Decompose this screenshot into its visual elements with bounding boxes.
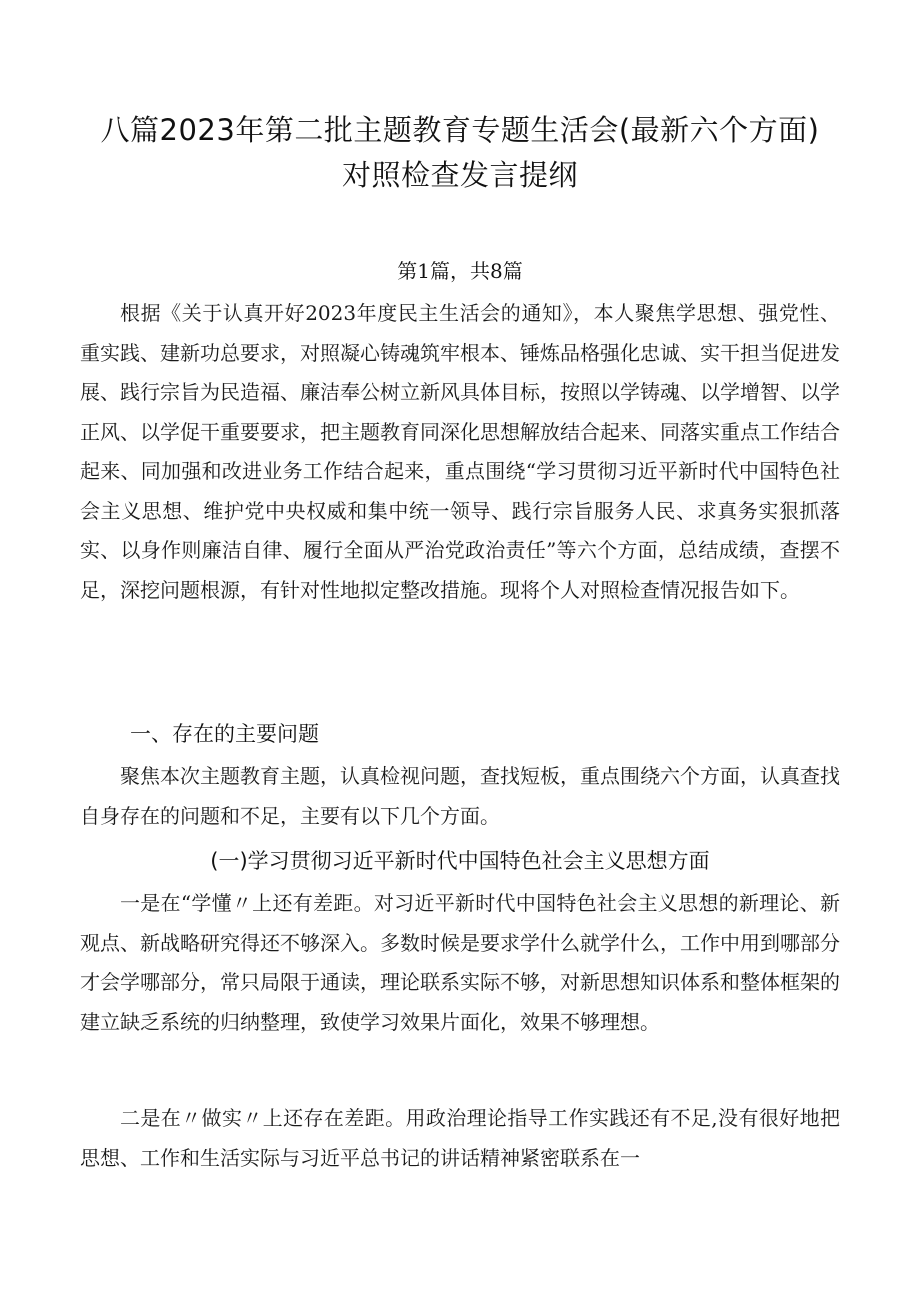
part-indicator: 第1篇，共8篇 [397,259,523,283]
section-heading: 一、存在的主要问题 [130,722,319,746]
issue-paragraph-1: 一是在“学懂〃上还有差距。对习近平新时代中国特色社会主义思想的新理论、新观点、新战略研究得还不够深入。多数时候是要求学什么就学什么，工作中用到哪部分才会学哪部分，常只局限于通读，理论联系实际不够，对新思想知识体系和整体框架的建立缺乏系统的归纳整理，致使学习效果片面化，效果不够理想。 [80,891,840,1034]
intro-paragraph: 根据《关于认真开好2023年度民主生活会的通知》，本人聚焦学思想、强党性、重实践、建新功总要求，对照凝心铸魂筑牢根本、锤炼品格强化忠诚、实干担当促进发展、践行宗旨为民造福、廉洁奉公树立新风具体目标，按照以学铸魂、以学增智、以学正风、以学促干重要要求，把主题教育同深化思想解放结合起来、同落实重点工作结合起来、同加强和改进业务工作结合起来，重点围绕“学习贯彻习近平新时代中国特色社会主义思想、维护党中央权威和集中统一领导、践行宗旨服务人民、求真务实狠抓落实、以身作则廉洁自律、履行全面从严治党政治责任”等六个方面，总结成绩，查摆不足，深挖问题根源，有针对性地拟定整改措施。现将个人对照检查情况报告如下。 [80,301,840,602]
subsection-heading: (一)学习贯彻习近平新时代中国特色社会主义思想方面 [210,849,710,873]
section-intro-paragraph: 聚焦本次主题教育主题，认真检视问题，查找短板，重点围绕六个方面，认真查找自身存在的问题和不足，主要有以下几个方面。 [80,764,840,828]
document-title: 八篇2023年第二批主题教育专题生活会(最新六个方面)对照检查发言提纲 [100,113,820,192]
issue-paragraph-2: 二是在〃做实〃上还存在差距。用政治理论指导工作实践还有不足,没有很好地把思想、工作和生活实际与习近平总书记的讲话精神紧密联系在一 [80,1106,840,1170]
